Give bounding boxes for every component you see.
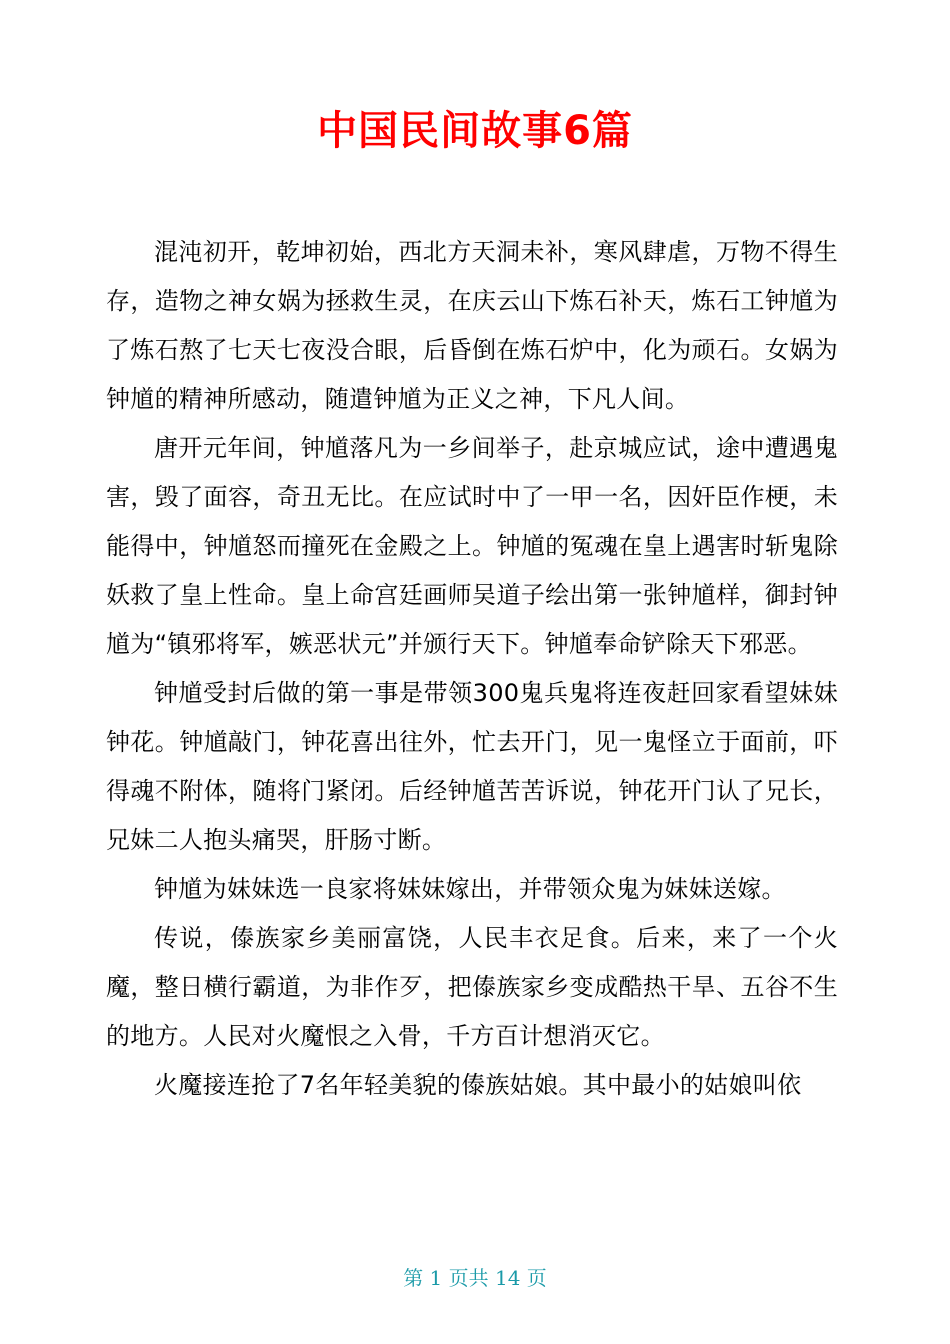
paragraph: 唐开元年间，钟馗落凡为一乡间举子，赴京城应试，途中遭遇鬼害，毁了面容，奇丑无比。在应试时中了一甲一名，因奸臣作梗，未能得中，钟馗怒而撞死在金殿之上。钟馗的冤魂在皇上遇害时斩鬼除妖救了皇上性命。皇上命宫廷画师吴道子绘出第一张钟馗样，御封钟馗为“镇邪将军，嫉恶状元”并颁行天下。钟馗奉命铲除天下邪恶。	[106, 434, 838, 658]
document-title: 中国民间故事6篇	[317, 108, 633, 154]
paragraph: 传说，傣族家乡美丽富饶，人民丰衣足食。后来，来了一个火魔，整日横行霸道，为非作歹，把傣族家乡变成酷热干旱、五谷不生的地方。人民对火魔恨之入骨，千方百计想消灭它。	[106, 924, 838, 1050]
paragraph: 钟馗受封后做的第一事是带领300鬼兵鬼将连夜赶回家看望妹妹钟花。钟馗敲门，钟花喜出往外，忙去开门，见一鬼怪立于面前，吓得魂不附体，随将门紧闭。后经钟馗苦苦诉说，钟花开门认了兄长，兄妹二人抱头痛哭，肝肠寸断。	[106, 679, 838, 854]
document-body	[106, 228, 838, 1110]
paragraph: 钟馗为妹妹选一良家将妹妹嫁出，并带领众鬼为妹妹送嫁。	[154, 875, 786, 903]
paragraph: 混沌初开，乾坤初始，西北方天洞未补，寒风肆虐，万物不得生存，造物之神女娲为拯救生灵，在庆云山下炼石补天，炼石工钟馗为了炼石熬了七天七夜没合眼，后昏倒在炼石炉中，化为顽石。女娲为钟馗的精神所感动，随遣钟馗为正义之神，下凡人间。	[106, 238, 838, 413]
page-number-footer: 第 1 页共 14 页	[403, 1266, 547, 1290]
paragraph: 火魔接连抢了7名年轻美貌的傣族姑娘。其中最小的姑娘叫依	[154, 1071, 802, 1099]
